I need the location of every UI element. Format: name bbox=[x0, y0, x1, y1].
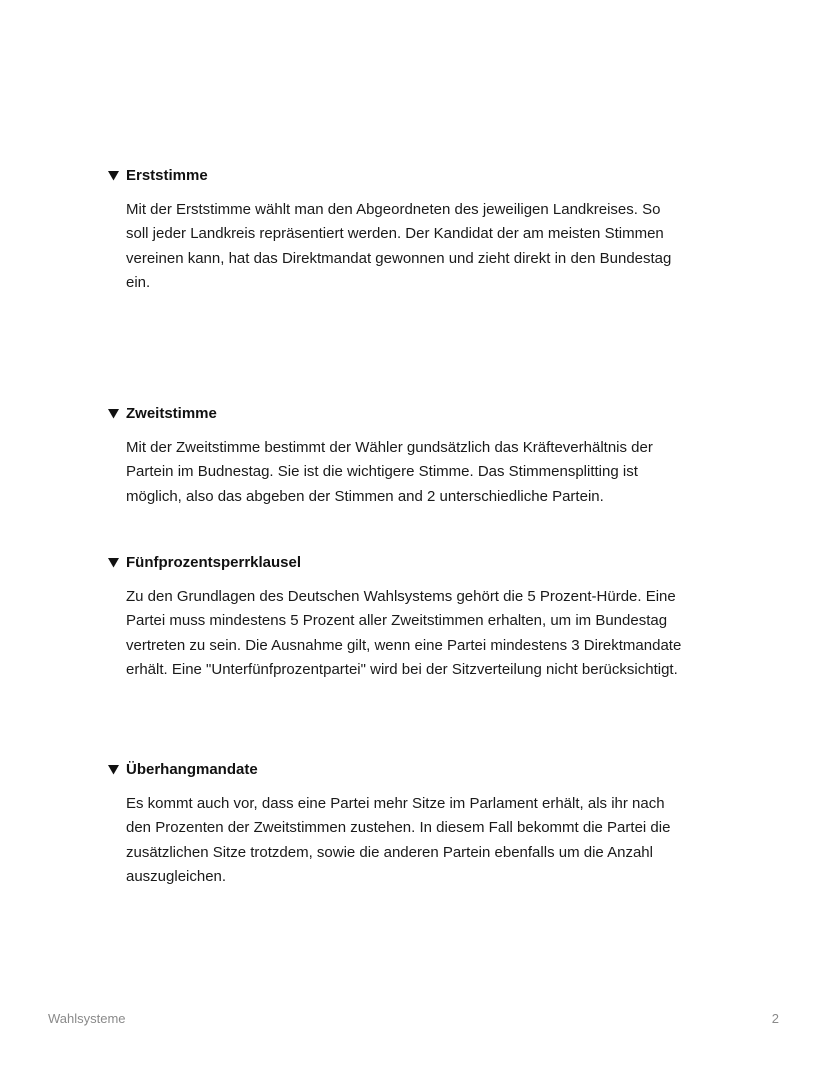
section-title: Überhangmandate bbox=[126, 761, 258, 778]
section-fuenfprozentsperrklausel bbox=[108, 553, 748, 683]
section-erststimme bbox=[108, 166, 748, 296]
section-zweitstimme bbox=[108, 404, 748, 509]
footer-page-number: 2 bbox=[771, 1011, 779, 1026]
section-toggle[interactable] bbox=[108, 166, 748, 186]
section-title: Erststimme bbox=[126, 167, 208, 184]
section-body: Mit der Zweitstimme bestimmt der Wähler gundsätzlich das Kräfteverhältnis der Partein im Budnestag. Sie ist die wichtigere Stimme. Das Stimmensplitting ist möglich, also das abgeben der Stimmen and 2 unterschiedliche Partein. bbox=[126, 439, 653, 505]
section-ueberhangmandate bbox=[108, 760, 748, 890]
section-body: Es kommt auch vor, dass eine Partei mehr Sitze im Parlament erhält, als ihr nach den Prozenten der Zweitstimmen zustehen. In diesem Fall bekommt die Partei die zusätzlichen Sitze trotzdem, sowie die anderen Partein ebenfalls um die Anzahl auszugleichen. bbox=[126, 795, 671, 886]
triangle-down-icon[interactable] bbox=[108, 171, 126, 181]
footer-document-title: Wahlsysteme bbox=[48, 1011, 126, 1026]
triangle-down-icon[interactable] bbox=[108, 409, 126, 419]
triangle-down-icon[interactable] bbox=[108, 558, 126, 568]
triangle-down-icon[interactable] bbox=[108, 765, 126, 775]
section-body: Mit der Erststimme wählt man den Abgeordneten des jeweiligen Landkreises. So soll jeder Landkreis repräsentiert werden. Der Kandidat der am meisten Stimmen vereinen kann, hat das Direktmandat gewonnen und zieht direkt in den Bundestag ein. bbox=[126, 201, 672, 292]
section-toggle[interactable] bbox=[108, 404, 748, 424]
section-title: Zweitstimme bbox=[126, 405, 217, 422]
section-body: Zu den Grundlagen des Deutschen Wahlsystems gehört die 5 Prozent-Hürde. Eine Partei muss mindestens 5 Prozent aller Zweitstimmen erhalten, um im Bundestag vertreten zu sein. Die Ausnahme gilt, wenn eine Partei mindestens 3 Direktmandate erhält. Eine "Unterfünfprozentpartei" wird bei der Sitzverteilung nicht berücksichtigt. bbox=[126, 588, 682, 679]
section-title: Fünfprozentsperrklausel bbox=[126, 554, 302, 571]
section-toggle[interactable] bbox=[108, 553, 748, 573]
section-toggle[interactable] bbox=[108, 760, 748, 780]
